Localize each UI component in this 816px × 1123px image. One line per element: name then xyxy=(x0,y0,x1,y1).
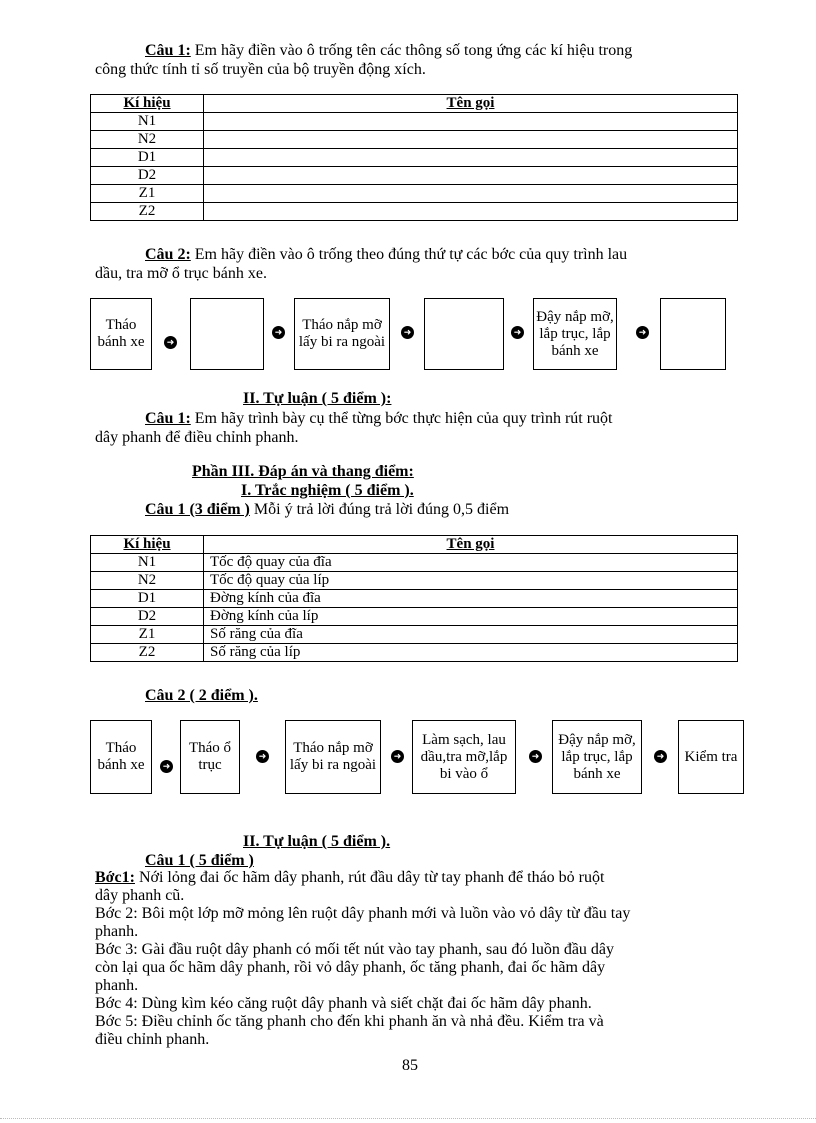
table-row xyxy=(91,131,738,149)
step5-text2: điều chỉnh phanh. xyxy=(95,1031,210,1048)
table-row xyxy=(91,149,738,167)
step2-text: Bớc 2: Bôi một lớp mỡ mỏng lên ruột dây phanh mới và luồn vào vỏ dây từ đầu tay xyxy=(95,905,631,922)
arrow-right-icon: ➜ xyxy=(391,750,404,763)
flow2-box-remove-wheel: Tháo bánh xe xyxy=(90,720,152,794)
flow1-blank-box[interactable] xyxy=(660,298,726,370)
table-row xyxy=(91,572,738,590)
flow2-box-close-cap: Đậy nắp mỡ, lắp trục, lắp bánh xe xyxy=(552,720,642,794)
arrow-right-icon: ➜ xyxy=(401,326,414,339)
table1-blank-cell[interactable] xyxy=(204,185,738,203)
step1-label: Bớc1: xyxy=(95,869,135,886)
flow1-box-remove-cap: Tháo nắp mỡ lấy bi ra ngoài xyxy=(294,298,390,370)
table2-name: Số răng của đĩa xyxy=(204,626,738,644)
table1-header-symbol: Kí hiệu xyxy=(91,95,204,113)
table2-symbol: Z1 xyxy=(91,626,204,644)
q1-line1 xyxy=(145,42,632,60)
table-row xyxy=(91,590,738,608)
step3-text: Bớc 3: Gài đầu ruột dây phanh có mối tết nút vào tay phanh, sau đó luồn đầu dây xyxy=(95,941,615,958)
flow2-box-remove-bearing: Tháo ổ trục xyxy=(180,720,240,794)
table1-symbol: D2 xyxy=(91,167,204,185)
table1-symbol: Z2 xyxy=(91,203,204,221)
part2-title: II. Tự luận ( 5 điểm ): xyxy=(243,390,392,407)
table-blank-symbols xyxy=(90,94,738,221)
step2-text2: phanh. xyxy=(95,923,139,940)
table2-name: Tốc độ quay của đĩa xyxy=(204,554,738,572)
table-row xyxy=(91,167,738,185)
table1-blank-cell[interactable] xyxy=(204,167,738,185)
part3-q1-label: Câu 1 (3 điểm ) xyxy=(145,501,250,518)
step1-line xyxy=(95,869,604,887)
arrow-right-icon: ➜ xyxy=(164,336,177,349)
step1-text2: dây phanh cũ. xyxy=(95,887,185,904)
q1-text: Em hãy điền vào ô trống tên các thông số tong ứng các kí hiệu trong xyxy=(194,42,633,59)
arrow-right-icon: ➜ xyxy=(654,750,667,763)
table1-blank-cell[interactable] xyxy=(204,203,738,221)
q1-text2: công thức tính tỉ số truyền của bộ truyền động xích. xyxy=(95,61,426,78)
table2-symbol: N2 xyxy=(91,572,204,590)
table-row xyxy=(91,203,738,221)
part3-sub: I. Trắc nghiệm ( 5 điểm ). xyxy=(241,482,414,499)
table2-symbol: N1 xyxy=(91,554,204,572)
table-row xyxy=(91,644,738,662)
arrow-right-icon: ➜ xyxy=(256,750,269,763)
table2-symbol: D2 xyxy=(91,608,204,626)
flow1-box-remove-wheel: Tháo bánh xe xyxy=(90,298,152,370)
q2-text2: dầu, tra mỡ ổ trục bánh xe. xyxy=(95,265,267,282)
table2-name: Đờng kính của líp xyxy=(204,608,738,626)
flow1-box-close-cap: Đậy nắp mỡ, lắp trục, lắp bánh xe xyxy=(533,298,617,370)
step3-text3: phanh. xyxy=(95,977,139,994)
table1-symbol: N2 xyxy=(91,131,204,149)
step3-text2: còn lại qua ốc hãm dây phanh, rồi vỏ dây phanh, ốc tăng phanh, đai ốc hãm dây xyxy=(95,959,606,976)
flow2-box-check: Kiểm tra xyxy=(678,720,744,794)
flow1-blank-box[interactable] xyxy=(424,298,504,370)
part2-answer-title: II. Tự luận ( 5 điểm ). xyxy=(243,833,391,850)
table1-symbol: N1 xyxy=(91,113,204,131)
table-answer-symbols xyxy=(90,535,738,662)
table2-symbol: Z2 xyxy=(91,644,204,662)
flow2-box-clean-grease: Làm sạch, lau dầu,tra mỡ,lắp bi vào ổ xyxy=(412,720,516,794)
part2-q-text2: dây phanh để điều chỉnh phanh. xyxy=(95,429,299,446)
page-bottom-divider xyxy=(0,1118,816,1119)
part3-q1-text: Mỗi ý trả lời đúng trả lời đúng 0,5 điểm xyxy=(253,501,510,518)
table1-blank-cell[interactable] xyxy=(204,131,738,149)
part2-q-label: Câu 1: xyxy=(145,410,191,427)
q1-label: Câu 1: xyxy=(145,42,191,59)
arrow-right-icon: ➜ xyxy=(529,750,542,763)
arrow-right-icon: ➜ xyxy=(636,326,649,339)
step4-text: Bớc 4: Dùng kìm kéo căng ruột dây phanh và siết chặt đai ốc hãm dây phanh. xyxy=(95,995,592,1012)
table1-blank-cell[interactable] xyxy=(204,113,738,131)
part3-title: Phần III. Đáp án và thang điểm: xyxy=(192,463,414,480)
step1-text: Nới lỏng đai ốc hãm dây phanh, rút đầu dây từ tay phanh để tháo bỏ ruột xyxy=(138,869,605,886)
table-row xyxy=(91,554,738,572)
table-row xyxy=(91,185,738,203)
table1-symbol: Z1 xyxy=(91,185,204,203)
table1-header-name: Tên gọi xyxy=(204,95,738,113)
flow1-blank-box[interactable] xyxy=(190,298,264,370)
part2-q-line1 xyxy=(145,410,612,428)
table-row xyxy=(91,608,738,626)
table1-symbol: D1 xyxy=(91,149,204,167)
arrow-right-icon: ➜ xyxy=(160,760,173,773)
page-number: 85 xyxy=(402,1057,418,1074)
part3-q1-line xyxy=(145,501,509,519)
table2-name: Đờng kính của đĩa xyxy=(204,590,738,608)
q2-line1 xyxy=(145,246,627,264)
table1-blank-cell[interactable] xyxy=(204,149,738,167)
arrow-right-icon: ➜ xyxy=(272,326,285,339)
arrow-right-icon: ➜ xyxy=(511,326,524,339)
q2-text: Em hãy điền vào ô trống theo đúng thứ tự các bớc của quy trình lau xyxy=(194,246,628,263)
table2-header-symbol: Kí hiệu xyxy=(91,536,204,554)
table-row xyxy=(91,113,738,131)
table2-symbol: D1 xyxy=(91,590,204,608)
part2-q-text: Em hãy trình bày cụ thể từng bớc thực hiện của quy trình rút ruột xyxy=(194,410,613,427)
table2-name: Tốc độ quay của líp xyxy=(204,572,738,590)
table2-header-name: Tên gọi xyxy=(204,536,738,554)
q2-answer-label: Câu 2 ( 2 điểm ). xyxy=(145,687,258,704)
step5-text: Bớc 5: Điều chỉnh ốc tăng phanh cho đến khi phanh ăn và nhả đều. Kiểm tra và xyxy=(95,1013,604,1030)
part2-answer-q-label: Câu 1 ( 5 điểm ) xyxy=(145,852,254,869)
table2-name: Số răng của líp xyxy=(204,644,738,662)
table-row xyxy=(91,626,738,644)
q2-label: Câu 2: xyxy=(145,246,191,263)
flow2-box-remove-cap: Tháo nắp mỡ lấy bi ra ngoài xyxy=(285,720,381,794)
